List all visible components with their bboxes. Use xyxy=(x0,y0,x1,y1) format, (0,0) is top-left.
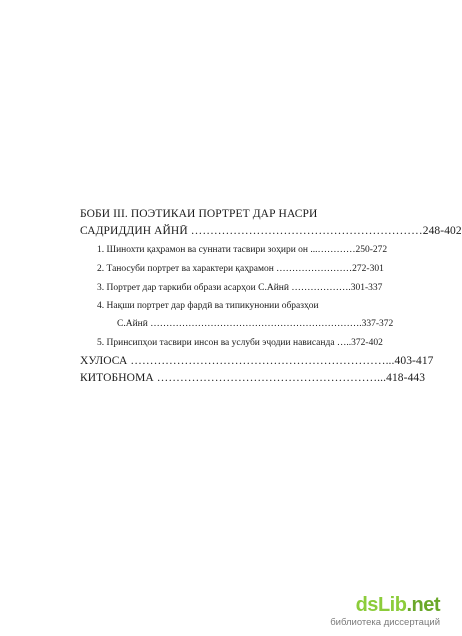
toc-conclusion: ХУЛОСА …………………………………………………………...403-417 xyxy=(80,355,434,367)
chapter-title-line2: САДРИДДИН АЙНӢ ……………………………………………………248-402 xyxy=(80,225,462,237)
logo-ds: ds xyxy=(355,594,378,616)
watermark-subtitle: библиотека диссертаций xyxy=(330,617,440,628)
logo-lib: Lib xyxy=(377,594,407,616)
chapter-title-line1: БОБИ III. ПОЭТИКАИ ПОРТРЕТ ДАР НАСРИ xyxy=(80,208,318,220)
toc-item-5: 5. Принсипҳои тасвири инсон ва услуби эҷодии нависанда …..372-402 xyxy=(97,338,383,348)
logo-net: .net xyxy=(406,594,440,616)
dslib-logo xyxy=(310,595,440,615)
toc-item-2: 2. Таносуби портрет ва характери қаҳрамон ……………………272-301 xyxy=(97,264,384,274)
toc-item-1: 1. Шинохти қаҳрамон ва суннати тасвири зоҳири он ...…………250-272 xyxy=(97,245,388,255)
toc-item-4: 4. Нақши портрет дар фардӣ ва типикунонии образҳои xyxy=(97,301,319,311)
toc-item-3: 3. Портрет дар таркиби образи асарҳои С.Айнӣ ……………….301-337 xyxy=(97,283,383,293)
toc-item-4-continued: С.Айнӣ ………………………………………………………….337-372 xyxy=(117,319,394,329)
toc-bibliography: КИТОБНОМА …………………………………………………...418-443 xyxy=(80,372,426,384)
watermark xyxy=(310,595,440,628)
